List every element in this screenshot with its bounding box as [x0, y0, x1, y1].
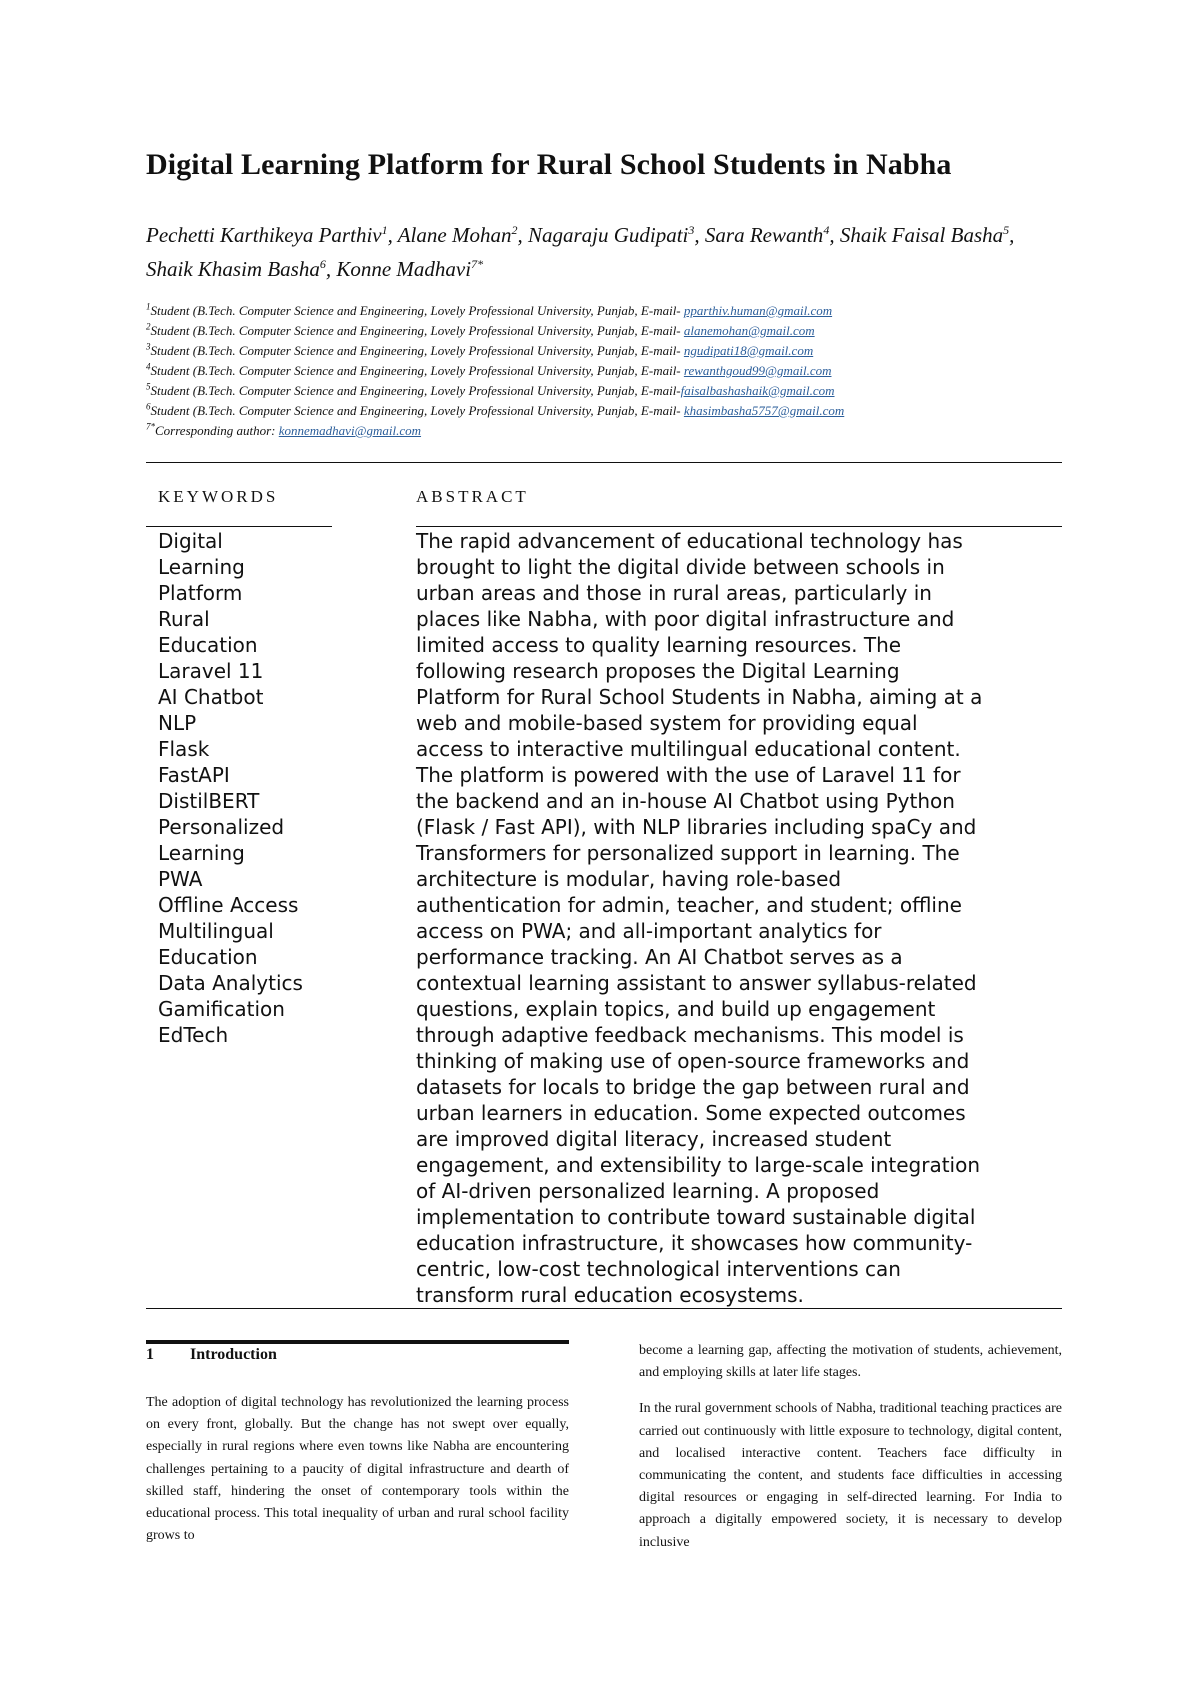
- email-link[interactable]: pparthiv.human@gmail.com: [683, 303, 833, 318]
- abstract-line: access on PWA; and all-important analytics for: [416, 919, 882, 943]
- affiliation-row: $^6$Student (B.Tech. Computer Science and Engineering, Lovely Professional University, Punjab, E-mail- khasimbasha5757@gmail.com: [146, 401, 845, 418]
- author-affiliation-marker: 2: [511, 223, 518, 237]
- abstract-rule: [416, 526, 1062, 527]
- keyword-item: Education: [158, 633, 258, 657]
- corresponding-author-row: $^{7*}$Corresponding author: konnemadhavi@gmail.com: [146, 421, 422, 438]
- abstract-line: Transformers for personalized support in learning. The: [416, 841, 960, 865]
- keyword-item: Data Analytics: [158, 971, 303, 995]
- abstract-line: Platform for Rural School Students in Nabha, aiming at a: [416, 685, 983, 709]
- abstract-heading: ABSTRACT: [416, 487, 529, 506]
- keyword-item: Rural: [158, 607, 210, 631]
- author-name: Pechetti Karthikeya Parthiv: [146, 223, 382, 247]
- abstract-line: authentication for admin, teacher, and student; offline: [416, 893, 962, 917]
- keyword-item: Laravel 11: [158, 659, 264, 683]
- email-link[interactable]: faisalbashashaik@gmail.com: [680, 383, 835, 398]
- affiliation-list: [146, 301, 1062, 441]
- abstract-line: (Flask / Fast API), with NLP libraries including spaCy and: [416, 815, 977, 839]
- paper-page: [146, 0, 1062, 1696]
- author-affiliation-marker: 7*: [471, 257, 484, 271]
- affiliation-row: $^5$Student (B.Tech. Computer Science and Engineering, Lovely Professional University, Punjab, E-mail-faisalbashashaik@gmail.com: [146, 381, 835, 398]
- abstract-line: thinking of making use of open-source frameworks and: [416, 1049, 970, 1073]
- abstract-line: questions, explain topics, and build up engagement: [416, 997, 936, 1021]
- abstract-line: architecture is modular, having role-based: [416, 867, 842, 891]
- keyword-item: Platform: [158, 581, 243, 605]
- intro-paragraph: become a learning gap, affecting the motivation of students, achievement, and employing skills at later life stages.: [639, 1343, 1062, 1381]
- abstract-line: of AI-driven personalized learning. A proposed: [416, 1179, 880, 1203]
- abstract-line: limited access to quality learning resources. The: [416, 633, 902, 657]
- keyword-item: NLP: [158, 711, 197, 735]
- keyword-item: Education: [158, 945, 258, 969]
- section-number: 1: [146, 1346, 154, 1363]
- abstract-body: [416, 528, 1068, 1308]
- author-name: Shaik Khasim Basha: [146, 257, 320, 281]
- email-link[interactable]: konnemadhavi@gmail.com: [278, 423, 422, 438]
- author-affiliation-marker: 6: [319, 257, 326, 271]
- author-name: Shaik Faisal Basha: [839, 223, 1004, 247]
- intro-left-column: [146, 1392, 569, 1547]
- abstract-line: contextual learning assistant to answer syllabus-related: [416, 971, 977, 995]
- abstract-line: centric, low-cost technological interventions can: [416, 1257, 901, 1281]
- author-affiliation-marker: 5: [1003, 223, 1010, 237]
- author-affiliation-marker: 3: [688, 223, 695, 237]
- keyword-list: [158, 528, 328, 1048]
- keyword-item: AI Chatbot: [158, 685, 264, 709]
- keyword-item: PWA: [158, 867, 203, 891]
- keyword-item: Multilingual: [158, 919, 274, 943]
- abstract-line: The rapid advancement of educational technology has: [416, 529, 963, 553]
- section-heading-introduction: [146, 1346, 277, 1364]
- email-link[interactable]: rewanthgoud99@gmail.com: [683, 363, 832, 378]
- intro-paragraph: The adoption of digital technology has revolutionized the learning process on every front, globally. But the change has not swept over equally, especially in rural regions where even towns like Nabha are encountering challenges pertaining to a paucity of digital infrastructure and dearth of skilled staff, hindering the onset of contemporary tools within the educational process. This total inequality of urban and rural school facility grows to: [146, 1395, 569, 1544]
- author-name: Alane Mohan: [397, 223, 512, 247]
- paper-title: Digital Learning Platform for Rural School Students in Nabha: [146, 148, 952, 181]
- keywords-rule: [146, 526, 332, 527]
- abstract-line: access to interactive multilingual educational content.: [416, 737, 961, 761]
- email-link[interactable]: alanemohan@gmail.com: [683, 323, 815, 338]
- intro-right-column: [639, 1340, 1062, 1554]
- affiliation-row: $^3$Student (B.Tech. Computer Science and Engineering, Lovely Professional University, Punjab, E-mail- ngudipati18@gmail.com: [146, 341, 814, 358]
- divider-top: [146, 462, 1062, 463]
- keyword-item: EdTech: [158, 1023, 229, 1047]
- keyword-item: Digital: [158, 529, 223, 553]
- keywords-heading: KEYWORDS: [158, 487, 279, 506]
- keyword-item: Personalized: [158, 815, 285, 839]
- abstract-line: urban learners in education. Some expected outcomes: [416, 1101, 966, 1125]
- affiliation-row: $^4$Student (B.Tech. Computer Science and Engineering, Lovely Professional University, Punjab, E-mail- rewanthgoud99@gmail.com: [146, 361, 832, 378]
- abstract-line: the backend and an in-house AI Chatbot using Python: [416, 789, 955, 813]
- author-name: Konne Madhavi: [336, 257, 472, 281]
- author-list: Pechetti Karthikeya Parthiv$^1$, Alane Mohan$^2$, Nagaraju Gudipati$^3$, Sara Rewanth$^4$, Shaik Faisal Basha$^5$, Shaik Khasim Basha$^6$, Konne Madhavi$^{7*}$: [146, 223, 1015, 281]
- abstract-line: are improved digital literacy, increased student: [416, 1127, 892, 1151]
- section-rule: [146, 1340, 569, 1344]
- abstract-line: following research proposes the Digital Learning: [416, 659, 900, 683]
- keyword-item: Flask: [158, 737, 210, 761]
- intro-paragraph: In the rural government schools of Nabha, traditional teaching practices are carried out continuously with little exposure to technology, digital content, and localised interactive content. Teachers face difficulty in communicating the content, and students face difficulties in accessing digital resources or engaging in self-directed learning. For India to approach a digitally empowered society, it is necessary to develop inclusive: [639, 1401, 1062, 1550]
- abstract-line: engagement, and extensibility to large-scale integration: [416, 1153, 981, 1177]
- email-link[interactable]: khasimbasha5757@gmail.com: [683, 403, 845, 418]
- keyword-item: DistilBERT: [158, 789, 260, 813]
- abstract-line: implementation to contribute toward sustainable digital: [416, 1205, 976, 1229]
- keyword-item: FastAPI: [158, 763, 230, 787]
- author-name: Nagaraju Gudipati: [527, 223, 689, 247]
- section-title: Introduction: [190, 1346, 277, 1363]
- keyword-item: Learning: [158, 555, 245, 579]
- abstract-line: education infrastructure, it showcases how community-: [416, 1231, 973, 1255]
- abstract-line: through adaptive feedback mechanisms. This model is: [416, 1023, 964, 1047]
- affiliation-row: $^1$Student (B.Tech. Computer Science and Engineering, Lovely Professional University, Punjab, E-mail- pparthiv.human@gmail.com: [146, 301, 833, 318]
- abstract-line: web and mobile-based system for providing equal: [416, 711, 918, 735]
- abstract-line: urban areas and those in rural areas, particularly in: [416, 581, 932, 605]
- abstract-line: brought to light the digital divide between schools in: [416, 555, 945, 579]
- abstract-line: datasets for locals to bridge the gap between rural and: [416, 1075, 970, 1099]
- abstract-line: places like Nabha, with poor digital infrastructure and: [416, 607, 955, 631]
- abstract-line: The platform is powered with the use of Laravel 11 for: [416, 763, 961, 787]
- keyword-item: Gamification: [158, 997, 285, 1021]
- keyword-item: Offline Access: [158, 893, 299, 917]
- author-name: Sara Rewanth: [704, 223, 824, 247]
- author-affiliation-marker: 4: [823, 223, 830, 237]
- affiliation-row: $^2$Student (B.Tech. Computer Science and Engineering, Lovely Professional University, Punjab, E-mail- alanemohan@gmail.com: [146, 321, 815, 338]
- abstract-line: performance tracking. An AI Chatbot serves as a: [416, 945, 903, 969]
- author-affiliation-marker: 1: [381, 223, 388, 237]
- divider-bottom: [146, 1308, 1062, 1309]
- abstract-line: transform rural education ecosystems.: [416, 1283, 804, 1307]
- keyword-item: Learning: [158, 841, 245, 865]
- email-link[interactable]: ngudipati18@gmail.com: [683, 343, 814, 358]
